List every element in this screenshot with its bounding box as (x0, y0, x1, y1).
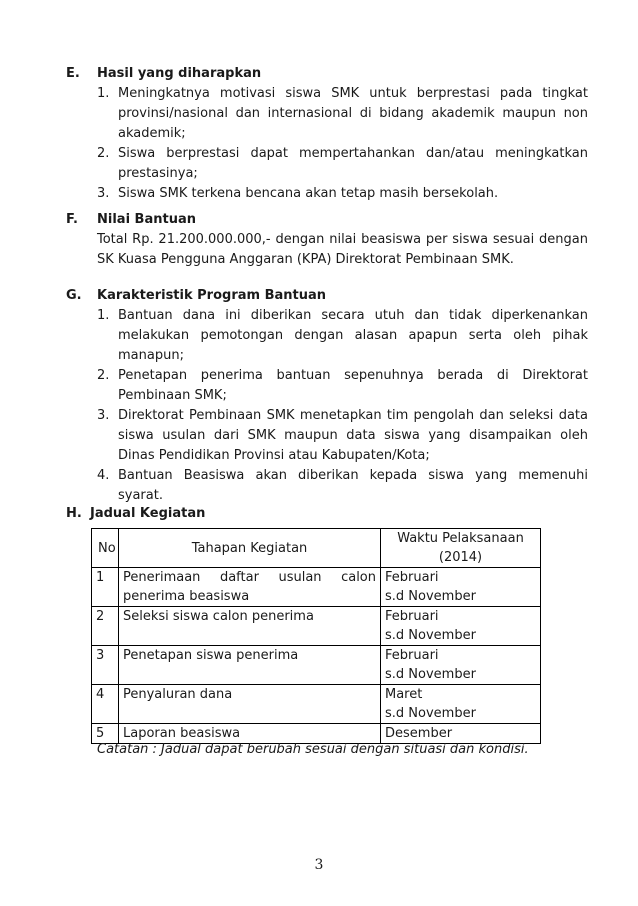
cell-time (381, 607, 541, 646)
header-time-line2: (2014) (438, 550, 483, 565)
schedule-note: Catatan : Jadual dapat berubah sesuai dengan situasi dan kondisi. (97, 742, 529, 757)
list-item (97, 366, 588, 406)
cell-step: Penyaluran dana (119, 685, 381, 724)
section-f-heading (66, 210, 588, 230)
cell-time (381, 568, 541, 607)
cell-no: 2 (92, 607, 119, 646)
cell-step: Penetapan siswa penerima (119, 646, 381, 685)
table-row (92, 568, 541, 607)
cell-time-end: s.d November (385, 628, 476, 643)
table-row (92, 607, 541, 646)
cell-time-start: Maret (385, 687, 423, 702)
section-g (66, 286, 588, 506)
cell-time-end: s.d November (385, 706, 476, 721)
section-f-text: Total Rp. 21.200.000.000,- dengan nilai beasiswa per siswa sesuai dengan SK Kuasa Pengguna Anggaran (KPA) Direktorat Pembinaan SMK. (97, 232, 588, 267)
list-text: Meningkatnya motivasi siswa SMK untuk berprestasi pada tingkat provinsi/nasional dan internasional di bidang akademik maupun non akademik; (118, 86, 588, 141)
section-title: Jadual Kegiatan (90, 506, 206, 521)
cell-time-start: Februari (385, 609, 439, 624)
header-step: Tahapan Kegiatan (119, 529, 381, 568)
table-row (92, 685, 541, 724)
list-item (97, 306, 588, 366)
section-title: Nilai Bantuan (97, 212, 196, 227)
list-number: 4. (97, 468, 110, 483)
section-f (66, 210, 588, 270)
section-e-heading (66, 64, 588, 84)
table-row (92, 724, 541, 744)
cell-time-start: Desember (385, 726, 453, 741)
cell-no: 1 (92, 568, 119, 607)
cell-time (381, 646, 541, 685)
cell-step: Penerimaan daftar usulan calon penerima beasiswa (119, 568, 381, 607)
list-number: 3. (97, 186, 110, 201)
section-title: Karakteristik Program Bantuan (97, 288, 327, 303)
list-item (97, 184, 588, 204)
cell-no: 3 (92, 646, 119, 685)
list-number: 2. (97, 146, 110, 161)
cell-time-end: s.d November (385, 667, 476, 682)
cell-step: Seleksi siswa calon penerima (119, 607, 381, 646)
list-number: 1. (97, 308, 110, 323)
header-no: No (92, 529, 119, 568)
list-number: 3. (97, 408, 110, 423)
section-letter: H. (66, 506, 82, 521)
cell-time-end: s.d November (385, 589, 476, 604)
section-e-list (66, 84, 588, 204)
list-text: Siswa berprestasi dapat mempertahankan dan/atau meningkatkan prestasinya; (118, 146, 588, 181)
schedule-table (91, 528, 541, 744)
list-text: Direktorat Pembinaan SMK menetapkan tim pengolah dan seleksi data siswa usulan dari SMK maupun data siswa yang disampaikan oleh Dinas Pendidikan Provinsi atau Kabupaten/Kota; (118, 408, 588, 463)
cell-time (381, 685, 541, 724)
section-h-heading (66, 504, 588, 524)
page-number: 3 (314, 857, 324, 873)
section-g-heading (66, 286, 588, 306)
list-text: Bantuan dana ini diberikan secara utuh dan tidak diperkenankan melakukan pemotongan dengan alasan apapun serta oleh pihak manapun; (118, 308, 588, 363)
section-letter: G. (66, 288, 82, 303)
cell-no: 5 (92, 724, 119, 744)
list-item (97, 144, 588, 184)
cell-time (381, 724, 541, 744)
section-letter: F. (66, 212, 78, 227)
section-letter: E. (66, 66, 80, 81)
list-text: Siswa SMK terkena bencana akan tetap masih bersekolah. (118, 186, 499, 201)
table-row (92, 646, 541, 685)
section-title: Hasil yang diharapkan (97, 66, 262, 81)
list-item (97, 84, 588, 144)
list-text: Penetapan penerima bantuan sepenuhnya berada di Direktorat Pembinaan SMK; (118, 368, 588, 403)
list-number: 2. (97, 368, 110, 383)
cell-time-start: Februari (385, 570, 439, 585)
section-g-list (66, 306, 588, 506)
section-e (66, 64, 588, 204)
list-item (97, 466, 588, 506)
list-number: 1. (97, 86, 110, 101)
cell-no: 4 (92, 685, 119, 724)
cell-step: Laporan beasiswa (119, 724, 381, 744)
table-header-row (92, 529, 541, 568)
section-h (66, 504, 588, 524)
header-time (381, 529, 541, 568)
cell-time-start: Februari (385, 648, 439, 663)
header-time-line1: Waktu Pelaksanaan (397, 531, 524, 546)
list-item (97, 406, 588, 466)
list-text: Bantuan Beasiswa akan diberikan kepada siswa yang memenuhi syarat. (118, 468, 588, 503)
